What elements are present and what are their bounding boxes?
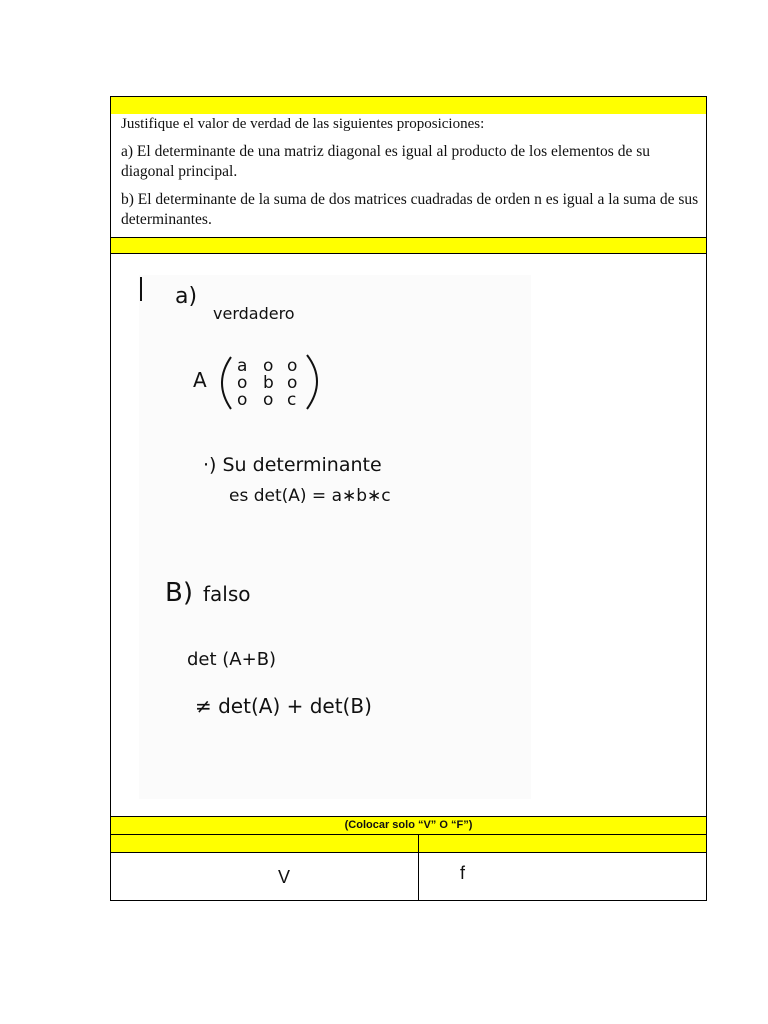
hw-line2: es det(A) = a∗b∗c	[229, 486, 391, 506]
matrix-cell: a	[237, 356, 248, 376]
hw-verdadero: verdadero	[213, 304, 295, 323]
matrix-cell: o	[287, 356, 298, 376]
answer-note: (Colocar solo “V” O “F”)	[344, 819, 473, 831]
matrix-cell: o	[237, 373, 248, 393]
handwritten-answer-scan	[139, 275, 531, 799]
question-block	[121, 114, 701, 238]
hw-matrix-name: A	[193, 368, 207, 392]
answer-column-divider	[418, 834, 419, 901]
yellow-band-answers	[111, 835, 706, 852]
matrix-cell: b	[263, 373, 274, 393]
yellow-band-2	[111, 238, 706, 253]
matrix-cell: o	[263, 356, 274, 376]
matrix-cell: o	[287, 373, 298, 393]
hw-neq: ≠ det(A) + det(B)	[195, 694, 372, 718]
question-a: a) El determinante de una matriz diagonal es igual al producto de los elementos de su diagonal principal.	[121, 143, 650, 180]
matrix-left-paren	[222, 357, 231, 409]
hw-part-b: B)	[165, 578, 193, 608]
hw-falso: falso	[203, 582, 251, 606]
matrix-cell: c	[287, 390, 297, 410]
matrix-right-paren	[307, 355, 317, 409]
matrix-cell: o	[237, 390, 248, 410]
worksheet-frame	[110, 96, 707, 901]
divider	[111, 253, 706, 254]
answer-b: f	[460, 863, 466, 883]
top-yellow-band	[111, 97, 706, 114]
matrix-cell: o	[263, 390, 274, 410]
question-intro: Justifique el valor de verdad de las siguientes proposiciones:	[121, 116, 485, 132]
divider	[111, 852, 706, 853]
hw-part-a: a)	[175, 284, 198, 309]
hw-line1: ·) Su determinante	[203, 454, 382, 476]
answer-a: V	[278, 867, 291, 887]
question-b: b) El determinante de la suma de dos matrices cuadradas de orden n es igual a la suma de sus determinantes.	[121, 191, 699, 228]
hw-det-sum: det (A+B)	[187, 649, 277, 670]
